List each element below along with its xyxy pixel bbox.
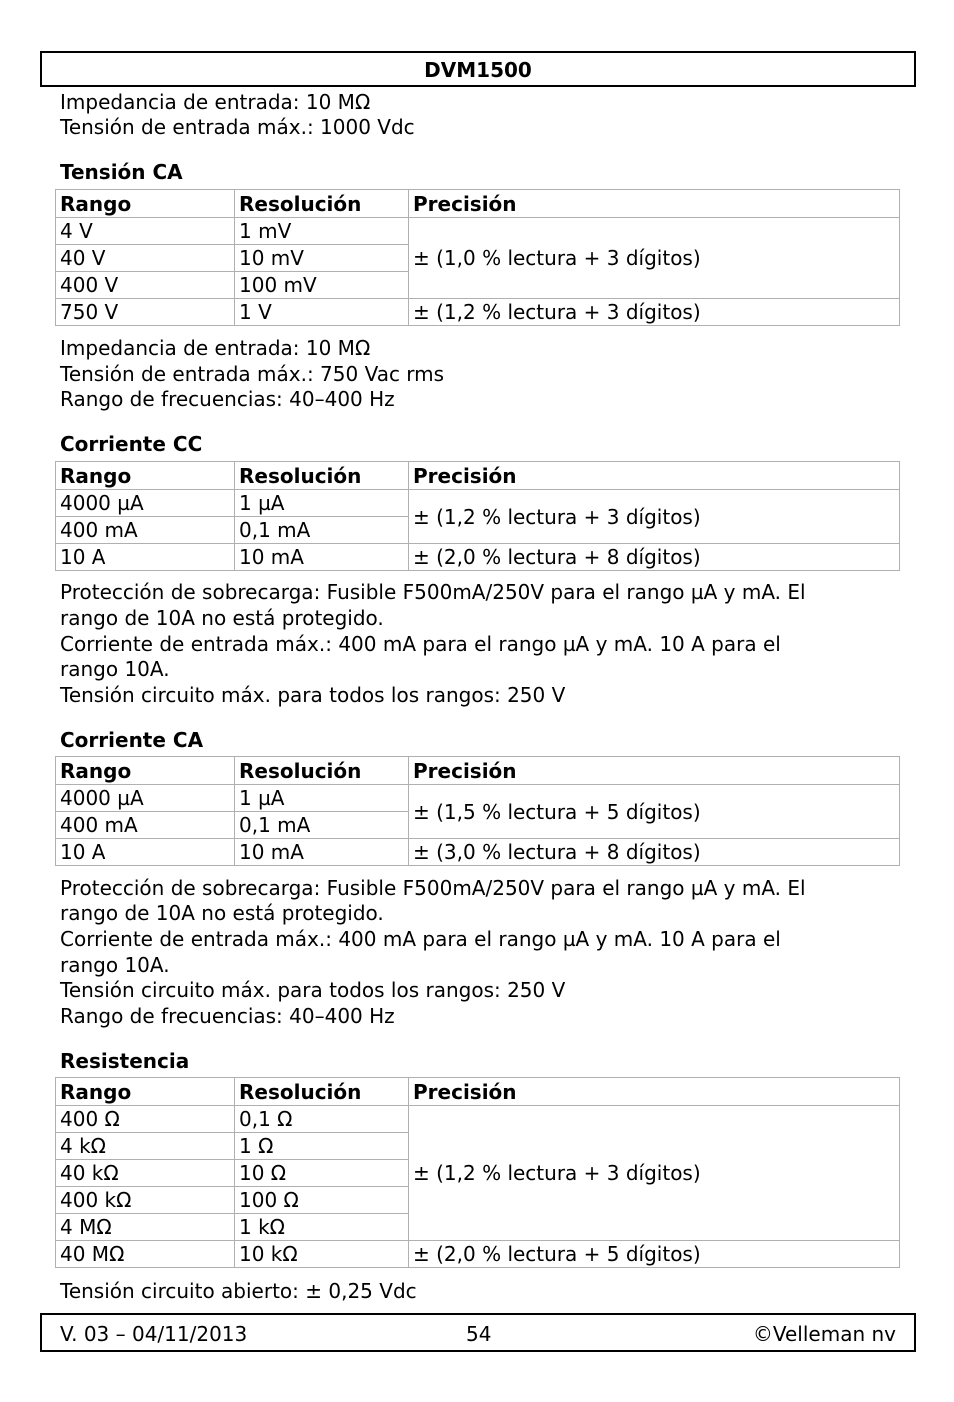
acv-table: [55, 189, 900, 326]
table-header-row: [56, 190, 900, 218]
footer-version: V. 03 – 04/11/2013: [60, 1322, 248, 1346]
res-table: [55, 1077, 900, 1268]
section-heading-dca: Corriente CC: [60, 432, 203, 456]
cell-accuracy: ± (1,2 % lectura + 3 dígitos): [409, 299, 900, 326]
col-header-range: Rango: [56, 1078, 235, 1106]
cell-range: 4000 µA: [56, 785, 235, 812]
table-row: [56, 1106, 900, 1133]
cell-resolution: 10 mA: [235, 839, 409, 866]
section-heading-acv: Tensión CA: [60, 160, 183, 184]
cell-resolution: 1 µA: [235, 785, 409, 812]
cell-resolution: 1 µA: [235, 490, 409, 517]
cell-resolution: 1 Ω: [235, 1133, 409, 1160]
table-row: [56, 839, 900, 866]
cell-resolution: 10 kΩ: [235, 1241, 409, 1268]
cell-range: 400 mA: [56, 812, 235, 839]
cell-resolution: 10 mA: [235, 544, 409, 571]
footer-copyright: ©Velleman nv: [752, 1322, 896, 1346]
aca-table: [55, 756, 900, 866]
cell-resolution: 0,1 Ω: [235, 1106, 409, 1133]
cell-accuracy: ± (3,0 % lectura + 8 dígitos): [409, 839, 900, 866]
col-header-accuracy: Precisión: [409, 1078, 900, 1106]
section-heading-aca: Corriente CA: [60, 728, 204, 752]
note-line: Tensión de entrada máx.: 750 Vac rms: [60, 362, 445, 386]
note-line: rango 10A.: [60, 657, 170, 681]
note-line: Impedancia de entrada: 10 MΩ: [60, 90, 371, 114]
cell-range: 4 MΩ: [56, 1214, 235, 1241]
cell-resolution: 100 Ω: [235, 1187, 409, 1214]
col-header-resolution: Resolución: [235, 757, 409, 785]
table-header-row: [56, 757, 900, 785]
cell-resolution: 0,1 mA: [235, 812, 409, 839]
cell-range: 400 Ω: [56, 1106, 235, 1133]
page-header: [40, 51, 916, 87]
table-row: [56, 218, 900, 245]
col-header-range: Rango: [56, 462, 235, 490]
note-line: rango de 10A no está protegido.: [60, 606, 384, 630]
col-header-resolution: Resolución: [235, 190, 409, 218]
table-header-row: [56, 462, 900, 490]
cell-range: 400 kΩ: [56, 1187, 235, 1214]
note-line: Protección de sobrecarga: Fusible F500mA/250V para el rango µA y mA. El: [60, 580, 806, 604]
note-line: Tensión circuito abierto: ± 0,25 Vdc: [60, 1279, 417, 1303]
cell-resolution: 1 V: [235, 299, 409, 326]
col-header-resolution: Resolución: [235, 1078, 409, 1106]
header-title: DVM1500: [424, 58, 532, 82]
page-footer: [40, 1313, 916, 1352]
cell-range: 10 A: [56, 544, 235, 571]
cell-resolution: 100 mV: [235, 272, 409, 299]
note-line: Protección de sobrecarga: Fusible F500mA/250V para el rango µA y mA. El: [60, 876, 806, 900]
note-line: Corriente de entrada máx.: 400 mA para el rango µA y mA. 10 A para el: [60, 632, 781, 656]
note-line: rango 10A.: [60, 953, 170, 977]
cell-accuracy: ± (2,0 % lectura + 8 dígitos): [409, 544, 900, 571]
cell-accuracy: ± (1,0 % lectura + 3 dígitos): [409, 218, 900, 299]
table-row: [56, 785, 900, 812]
footer-page-number: 54: [466, 1322, 492, 1346]
cell-resolution: 0,1 mA: [235, 517, 409, 544]
table-row: [56, 1241, 900, 1268]
note-line: Tensión circuito máx. para todos los rangos: 250 V: [60, 978, 566, 1002]
note-line: Tensión circuito máx. para todos los rangos: 250 V: [60, 683, 566, 707]
cell-range: 400 mA: [56, 517, 235, 544]
cell-resolution: 10 Ω: [235, 1160, 409, 1187]
cell-accuracy: ± (1,5 % lectura + 5 dígitos): [409, 785, 900, 839]
dca-table: [55, 461, 900, 571]
col-header-resolution: Resolución: [235, 462, 409, 490]
col-header-accuracy: Precisión: [409, 757, 900, 785]
cell-accuracy: ± (1,2 % lectura + 3 dígitos): [409, 490, 900, 544]
cell-accuracy: ± (2,0 % lectura + 5 dígitos): [409, 1241, 900, 1268]
cell-range: 4 kΩ: [56, 1133, 235, 1160]
col-header-range: Rango: [56, 757, 235, 785]
table-row: [56, 490, 900, 517]
cell-resolution: 10 mV: [235, 245, 409, 272]
col-header-range: Rango: [56, 190, 235, 218]
note-line: Rango de frecuencias: 40–400 Hz: [60, 387, 395, 411]
table-header-row: [56, 1078, 900, 1106]
cell-range: 10 A: [56, 839, 235, 866]
col-header-accuracy: Precisión: [409, 462, 900, 490]
cell-accuracy: ± (1,2 % lectura + 3 dígitos): [409, 1106, 900, 1241]
note-line: Tensión de entrada máx.: 1000 Vdc: [60, 115, 415, 139]
cell-range: 4000 µA: [56, 490, 235, 517]
note-line: rango de 10A no está protegido.: [60, 901, 384, 925]
note-line: Impedancia de entrada: 10 MΩ: [60, 336, 371, 360]
cell-range: 40 kΩ: [56, 1160, 235, 1187]
note-line: Rango de frecuencias: 40–400 Hz: [60, 1004, 395, 1028]
cell-resolution: 1 mV: [235, 218, 409, 245]
cell-range: 40 V: [56, 245, 235, 272]
note-line: Corriente de entrada máx.: 400 mA para el rango µA y mA. 10 A para el: [60, 927, 781, 951]
cell-range: 4 V: [56, 218, 235, 245]
table-row: [56, 299, 900, 326]
section-heading-res: Resistencia: [60, 1049, 190, 1073]
cell-range: 40 MΩ: [56, 1241, 235, 1268]
cell-resolution: 1 kΩ: [235, 1214, 409, 1241]
cell-range: 750 V: [56, 299, 235, 326]
cell-range: 400 V: [56, 272, 235, 299]
col-header-accuracy: Precisión: [409, 190, 900, 218]
table-row: [56, 544, 900, 571]
